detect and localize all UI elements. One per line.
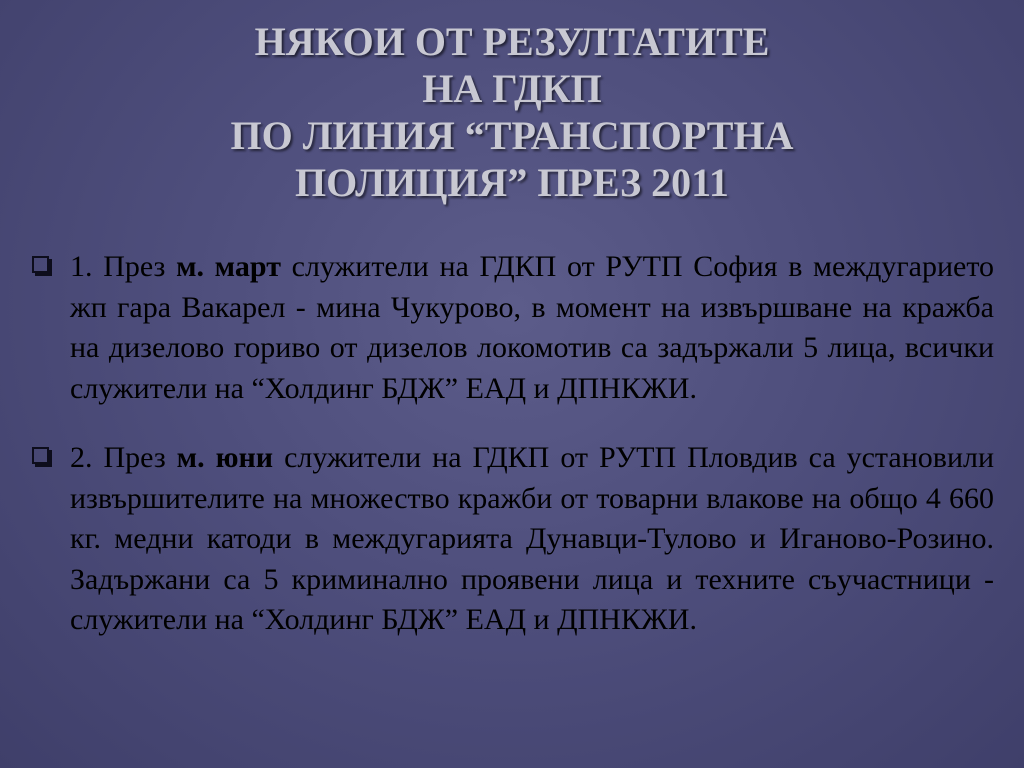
bullet-month: м. юни — [176, 441, 274, 474]
checkbox-square-icon — [32, 256, 49, 273]
slide-title — [0, 18, 1024, 206]
bullet-month: м. март — [176, 250, 281, 283]
checkbox-square-icon — [32, 447, 49, 464]
bullet-prefix: През — [103, 250, 166, 283]
bullet-prefix: През — [103, 441, 166, 474]
title-line-4: ПОЛИЦИЯ” ПРЕЗ 2011 — [295, 160, 729, 205]
bullet-number: 1. — [70, 250, 93, 283]
bullet-item-1 — [30, 247, 994, 409]
bullet-item-2 — [30, 438, 994, 641]
bullet-text: служители на ГДКП от РУТП Пловдив са установили извършителите на множество кражби от товарни влакове на общо 4 660 кг. медни катоди в междугарията Дунавци-Тулово и Игановo-Розино. Задържани са 5 криминално проявени лица и техните съучастници - служители на “Холдинг БДЖ” ЕАД и ДПНКЖИ. — [70, 441, 995, 636]
bullet-text: служители на ГДКП от РУТП София в междугарието жп гара Вакарел - мина Чукурово, в момент на извършване на кражба на дизелово гориво от дизелов локомотив са задържали 5 лица, всички служители на “Холдинг БДЖ” ЕАД и ДПНКЖИ. — [70, 250, 995, 405]
title-line-3: ПО ЛИНИЯ “ТРАНСПОРТНА — [230, 113, 794, 158]
bullet-list — [30, 247, 994, 641]
title-line-1: НЯКОИ ОТ РЕЗУЛТАТИТЕ — [254, 19, 770, 64]
title-line-2: НА ГДКП — [422, 66, 602, 111]
bullet-number: 2. — [70, 441, 93, 474]
